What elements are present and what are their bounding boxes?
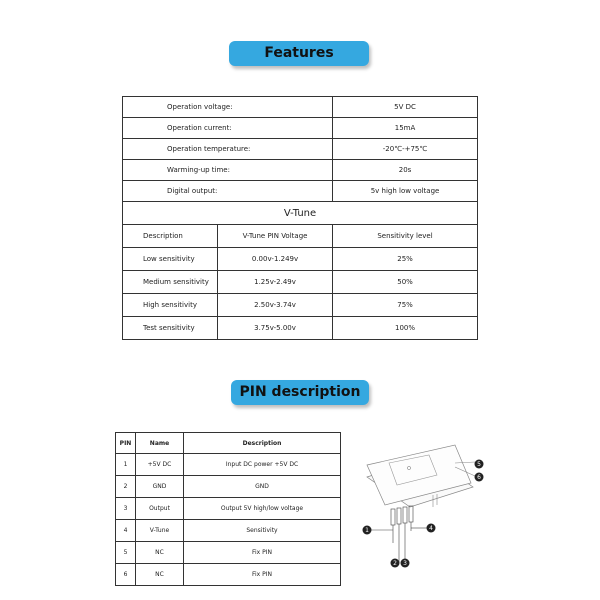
vtune-row: [123, 317, 478, 340]
vtune-row: [123, 294, 478, 317]
spec-row: [123, 160, 478, 181]
vtune-voltage: 2.50v-3.74v: [218, 294, 333, 317]
header-pins: [371, 506, 427, 563]
spec-label: Operation voltage:: [123, 97, 333, 118]
pin-table: [115, 432, 341, 586]
vtune-voltage: 0.00v-1.249v: [218, 248, 333, 271]
callout-2: [391, 559, 400, 568]
vtune-description: Medium sensitivity: [123, 271, 218, 294]
pin-number: 5: [116, 542, 136, 564]
vtune-header-description: Description: [123, 225, 218, 248]
pin-number: 1: [116, 454, 136, 476]
vtune-description: Test sensitivity: [123, 317, 218, 340]
pin-number: 6: [116, 564, 136, 586]
spec-value: 5v high low voltage: [333, 181, 478, 202]
vtune-level: 75%: [333, 294, 478, 317]
pin-row: [116, 476, 341, 498]
svg-text:4: 4: [429, 525, 433, 532]
pin-name: V-Tune: [136, 520, 184, 542]
svg-text:5: 5: [477, 461, 481, 468]
pin-name: GND: [136, 476, 184, 498]
pin-row: [116, 454, 341, 476]
vtune-header-voltage: V-Tune PIN Voltage: [218, 225, 333, 248]
vtune-voltage: 3.75v-5.00v: [218, 317, 333, 340]
svg-text:1: 1: [365, 527, 369, 534]
pin-header-name: Name: [136, 433, 184, 454]
spec-row: [123, 97, 478, 118]
svg-text:2: 2: [393, 560, 397, 567]
pcb-top-board: [367, 445, 471, 505]
pin-header-pin: PIN: [116, 433, 136, 454]
pin-name: NC: [136, 542, 184, 564]
features-heading: Features: [229, 41, 369, 66]
vtune-voltage: 1.25v-2.49v: [218, 271, 333, 294]
pin-description: Fix PIN: [184, 542, 341, 564]
spec-row: [123, 139, 478, 160]
vtune-header-sensitivity: Sensitivity level: [333, 225, 478, 248]
spec-value: 20s: [333, 160, 478, 181]
pin-description: Input DC power +5V DC: [184, 454, 341, 476]
vtune-row: [123, 271, 478, 294]
pin-description-heading: PIN description: [231, 380, 369, 405]
spec-value: -20℃-+75℃: [333, 139, 478, 160]
pin-description: GND: [184, 476, 341, 498]
spec-label: Operation current:: [123, 118, 333, 139]
pin-row: [116, 542, 341, 564]
pin-description: Fix PIN: [184, 564, 341, 586]
vtune-level: 100%: [333, 317, 478, 340]
spec-row: [123, 118, 478, 139]
vtune-header-row: [123, 225, 478, 248]
pin-row: [116, 564, 341, 586]
callout-1: [363, 526, 372, 535]
vtune-description: High sensitivity: [123, 294, 218, 317]
pin-description: Output 5V high/low voltage: [184, 498, 341, 520]
pin-number: 2: [116, 476, 136, 498]
pin-row: [116, 498, 341, 520]
pin-number: 4: [116, 520, 136, 542]
spec-label: Warming-up time:: [123, 160, 333, 181]
vtune-level: 25%: [333, 248, 478, 271]
vtune-row: [123, 248, 478, 271]
svg-text:3: 3: [403, 560, 407, 567]
svg-text:6: 6: [477, 474, 481, 481]
spec-value: 5V DC: [333, 97, 478, 118]
spec-value: 15mA: [333, 118, 478, 139]
callout-3: [401, 559, 410, 568]
spec-label: Digital output:: [123, 181, 333, 202]
callout-5: [475, 460, 484, 469]
vtune-title: V-Tune: [123, 202, 478, 225]
pin-header-description: Description: [184, 433, 341, 454]
module-pin-diagram: [355, 435, 495, 575]
pin-name: NC: [136, 564, 184, 586]
spec-label: Operation temperature:: [123, 139, 333, 160]
pin-number: 3: [116, 498, 136, 520]
callout-4: [427, 524, 436, 533]
pin-description: Sensitivity: [184, 520, 341, 542]
callout-6: [475, 473, 484, 482]
pin-row: [116, 520, 341, 542]
spec-row: [123, 181, 478, 202]
vtune-description: Low sensitivity: [123, 248, 218, 271]
pin-name: Output: [136, 498, 184, 520]
pin-header-row: [116, 433, 341, 454]
vtune-level: 50%: [333, 271, 478, 294]
features-table: [122, 96, 478, 340]
pin-name: +5V DC: [136, 454, 184, 476]
